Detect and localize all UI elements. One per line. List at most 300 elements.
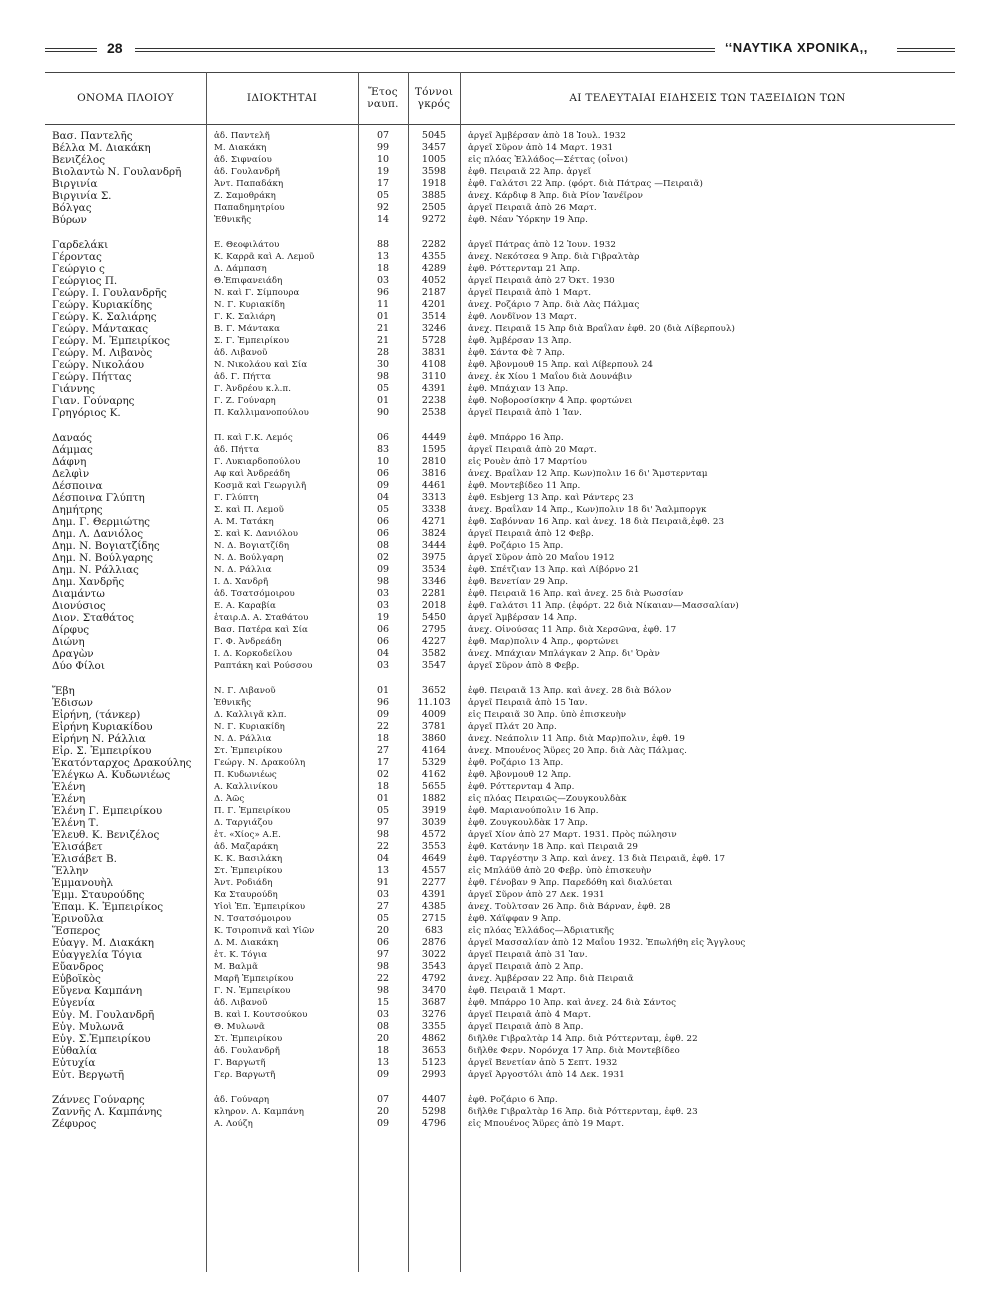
year-built-cell: 13 (376, 865, 390, 876)
table-row (45, 781, 955, 793)
year-built-cell: 03 (376, 1009, 390, 1020)
journal-title: ‘‘ΝΑΥΤΙΚΑ ΧΡΟΝΙΚΑ,, (725, 40, 868, 55)
gross-tons-cell: 2505 (421, 202, 447, 213)
owner-cell: ἀδ. Μαζαράκη (214, 842, 279, 852)
gross-tons-cell: 2187 (421, 287, 447, 298)
owner-cell: ἀδ. Παντελῆ (214, 131, 270, 141)
gross-tons-cell: 2282 (421, 239, 447, 250)
table-row (45, 251, 955, 263)
latest-news-cell: ἀργεῖ Μασσαλίαν ἀπὸ 12 Μαΐου 1932. Ἐπωλήθη εἰς Ἄγγλους (468, 938, 746, 948)
gross-tons-cell: 4385 (421, 901, 447, 912)
gross-tons-cell: 3831 (421, 347, 447, 358)
ship-name-cell: Γεώργιος Π. (52, 275, 118, 287)
year-built-cell: 98 (376, 371, 390, 382)
ship-name-cell: Ἐρινοῦλα (52, 913, 104, 925)
latest-news-cell: ἀργεῖ Πειραιᾶ ἀπὸ 27 Ὀκτ. 1930 (468, 276, 615, 286)
gross-tons-cell: 5728 (421, 335, 447, 346)
table-row (45, 1094, 955, 1106)
latest-news-cell: ἐφθ. Ροζάριο 15 Ἀπρ. (468, 541, 564, 551)
gross-tons-cell: 4355 (421, 251, 447, 262)
owner-cell: Π. Καλλιμανοπούλου (214, 408, 309, 418)
latest-news-cell: ἀνεχ. ἐκ Χίου 1 Μαΐου διὰ Δουνάβιν (468, 372, 633, 382)
owner-cell: ἀδ. Γ. Πήττα (214, 372, 272, 382)
table-row (45, 239, 955, 251)
gross-tons-cell: 4391 (421, 383, 447, 394)
ship-name-cell: Διον. Σταθάτος (52, 612, 134, 624)
table-row (45, 636, 955, 648)
year-built-cell: 18 (376, 1045, 390, 1056)
gross-tons-cell: 3975 (421, 552, 447, 563)
ship-name-cell: Βόλγας (52, 202, 92, 214)
owner-cell: Σ. καὶ Π. Λεμοῦ (214, 505, 284, 515)
year-built-cell: 99 (376, 142, 390, 153)
owner-cell: Παπαδημητρίου (214, 203, 285, 213)
latest-news-cell: ἐφθ. Ἀβονμουθ 15 Ἀπρ. καὶ Λίβερπουλ 24 (468, 360, 654, 370)
latest-news-cell: ἐφθ. Γένοβαν 9 Ἀπρ. Παρεδόθη καὶ διαλύεται (468, 878, 673, 888)
year-built-cell: 04 (376, 853, 390, 864)
table-row (45, 154, 955, 166)
ship-name-cell: Εὐγ. Σ.Ἐμπειρίκου (52, 1033, 151, 1045)
ship-name-cell: Βασ. Παντελῆς (52, 130, 133, 142)
owner-cell: Στ. Ἐμπειρίκου (214, 746, 283, 756)
table-row (45, 757, 955, 769)
latest-news-cell: ἀνεχ. Πειραιᾶ 15 Ἀπρ διὰ Βραΐλαν ἐφθ. 20 (διὰ Λίβερπουλ) (468, 324, 736, 334)
ship-name-cell: Ἔβη (52, 685, 75, 697)
ship-name-cell: Δημ. Λ. Δανιόλος (52, 528, 144, 540)
ship-name-cell: Ἑδισων (52, 697, 93, 709)
ship-name-cell: Γιαν. Γούναρης (52, 395, 135, 407)
ship-name-cell: Ζέφυρος (52, 1118, 97, 1130)
latest-news-cell: ἀργεῖ Πειραιᾶ ἀπὸ 31 Ἰαν. (468, 950, 588, 960)
table-row (45, 817, 955, 829)
owner-cell: Γ. Κ. Σαλιάρη (214, 312, 276, 322)
latest-news-cell: ἀργεῖ Πειραιᾶ ἀπὸ 26 Μαρτ. (468, 203, 597, 213)
ship-name-cell: Βιργινία (52, 178, 98, 190)
gross-tons-cell: 3824 (421, 528, 447, 539)
owner-cell: Δ. Ἀῶς (214, 794, 245, 804)
table-row (45, 178, 955, 190)
gross-tons-cell: 3885 (421, 190, 447, 201)
table-row (45, 612, 955, 624)
owner-cell: Ζ. Σαμοθράκη (214, 191, 276, 201)
year-built-cell: 98 (376, 829, 390, 840)
owner-cell: Ε. Θεοφιλάτου (214, 240, 280, 250)
ship-name-cell: Εὐγ. Μυλωνᾶ (52, 1021, 125, 1033)
latest-news-cell: ἐφθ. Μαριανούπολιν 16 Ἀπρ. (468, 806, 599, 816)
year-built-cell: 09 (376, 709, 390, 720)
latest-news-cell: ἀργεῖ Σῦρον ἀπὸ 20 Μαΐου 1912 (468, 553, 615, 563)
gross-tons-cell: 683 (424, 925, 444, 936)
latest-news-cell: ἐφθ. Νοβοροσίσκην 4 Ἀπρ. φορτώνει (468, 396, 633, 406)
year-built-cell: 09 (376, 1118, 390, 1129)
header-rule-right (897, 48, 955, 52)
latest-news-cell: εἰς πλόας Ἑλλάδος—Σέττας (οἶνοι) (468, 155, 628, 165)
owner-cell: Μ. Διακάκη (214, 143, 267, 153)
year-built-cell: 10 (376, 154, 390, 165)
table-row (45, 564, 955, 576)
header-rule-left (45, 48, 97, 52)
latest-news-cell: ἀνεχ. Βραΐλαν 12 Ἀπρ. Κων)πολιν 16 δι' Ἄμστερνταμ (468, 469, 708, 479)
latest-news-cell: ἐφθ. Μπάρρο 16 Ἀπρ. (468, 433, 564, 443)
owner-cell: Κ. Κ. Βασιλάκη (214, 854, 283, 864)
gross-tons-cell: 4201 (421, 299, 447, 310)
latest-news-cell: εἰς Μπουένος Ἄϋρες ἀπὸ 19 Μαρτ. (468, 1119, 625, 1129)
ship-name-cell: Εὔγενα Καμπάνη (52, 985, 143, 997)
owner-cell: Ι. Δ. Χανδρῆ (214, 577, 269, 587)
ship-name-cell: Εἰρ. Σ. Ἐμπειρίκου (52, 745, 152, 757)
owner-cell: Δ. Ταργιάζου (214, 818, 273, 828)
table-row (45, 444, 955, 456)
year-built-cell: 90 (376, 407, 390, 418)
table-row (45, 130, 955, 142)
table-row (45, 407, 955, 419)
ship-table (45, 72, 955, 1272)
ship-name-cell: Δραγὼν (52, 648, 94, 660)
year-built-cell: 20 (376, 1033, 390, 1044)
year-built-cell: 15 (376, 997, 390, 1008)
ship-name-cell: Γεώργιο ς (52, 263, 105, 275)
table-row (45, 202, 955, 214)
table-row (45, 335, 955, 347)
gross-tons-cell: 4052 (421, 275, 447, 286)
latest-news-cell: εἰς Πειραιᾶ 30 Ἀπρ. ὑπὸ ἐπισκευὴν (468, 710, 627, 720)
owner-cell: Στ. Ἐμπειρίκου (214, 866, 283, 876)
ship-name-cell: Δέσποινα (52, 480, 103, 492)
owner-cell: Γ. Γλύπτη (214, 493, 259, 503)
latest-news-cell: ἀργεῖ Πειραιᾶ ἀπὸ 15 Ἰαν. (468, 698, 588, 708)
latest-news-cell: ἀργεῖ Πειραιᾶ ἀπὸ 12 Φεβρ. (468, 529, 594, 539)
gross-tons-cell: 2018 (421, 600, 447, 611)
owner-cell: Γ. Ἀνδρέου κ.λ.π. (214, 384, 292, 394)
table-row (45, 492, 955, 504)
year-built-cell: 06 (376, 516, 390, 527)
ship-name-cell: Εὐτ. Βεργωτῆ (52, 1069, 125, 1081)
ship-group (45, 432, 955, 672)
year-built-cell: 01 (376, 685, 390, 696)
ship-name-cell: Δαναός (52, 432, 92, 444)
ship-name-cell: Βέλλα Μ. Διακάκη (52, 142, 151, 154)
ship-name-cell: Ἑλευθ. Κ. Βενιζέλος (52, 829, 160, 841)
gross-tons-cell: 2993 (421, 1069, 447, 1080)
latest-news-cell: ἐφθ. Πειραιᾶ 22 Ἀπρ. ἀργεῖ (468, 167, 592, 177)
column-header-name: ΟΝΟΜΑ ΠΛΟΙΟΥ (77, 92, 174, 104)
table-row (45, 516, 955, 528)
table-row (45, 287, 955, 299)
ship-group (45, 130, 955, 226)
owner-cell: Π. Κυδωνιέως (214, 770, 277, 780)
ship-name-cell: Δύο Φίλοι (52, 660, 105, 672)
year-built-cell: 06 (376, 937, 390, 948)
latest-news-cell: ἀνεχ. Μπάχιαν Μπλάγκαν 2 Ἀπρ. δι' Ὀρὰν (468, 649, 660, 659)
year-built-cell: 03 (376, 660, 390, 671)
owner-cell: Δ. Δάμπαση (214, 264, 267, 274)
latest-news-cell: ἀργεῖ Πειραιᾶ ἀπὸ 8 Ἀπρ. (468, 1022, 584, 1032)
owner-cell: ἑτ. Κ. Τόγια (214, 950, 268, 960)
year-built-cell: 05 (376, 383, 390, 394)
year-built-cell: 06 (376, 432, 390, 443)
ship-name-cell: Εὐτυχία (52, 1057, 96, 1069)
table-row (45, 166, 955, 178)
table-row (45, 901, 955, 913)
year-built-cell: 83 (376, 444, 390, 455)
gross-tons-cell: 4862 (421, 1033, 447, 1044)
owner-cell: ἀδ. Τσατσόμοιρου (214, 589, 295, 599)
owner-cell: ἀδ. Σιφναίου (214, 155, 272, 165)
year-built-cell: 04 (376, 492, 390, 503)
owner-cell: Αφ καὶ Ἀνδρεάδη (214, 469, 290, 479)
year-built-cell: 18 (376, 733, 390, 744)
table-row (45, 745, 955, 757)
ship-name-cell: Εὔανδρος (52, 961, 104, 973)
latest-news-cell: ἀργεῖ Ἀργοστόλι ἀπὸ 14 Δεκ. 1931 (468, 1070, 625, 1080)
gross-tons-cell: 3553 (421, 841, 447, 852)
year-built-cell: 17 (376, 178, 390, 189)
owner-cell: Α. Λούζη (214, 1119, 253, 1129)
table-row (45, 949, 955, 961)
ship-name-cell: Διαμάντω (52, 588, 105, 600)
gross-tons-cell: 2715 (421, 913, 447, 924)
ship-name-cell: Γεώργ. Πήττας (52, 371, 132, 383)
gross-tons-cell: 3816 (421, 468, 447, 479)
table-row (45, 913, 955, 925)
gross-tons-cell: 3039 (421, 817, 447, 828)
gross-tons-cell: 5123 (421, 1057, 447, 1068)
table-row (45, 600, 955, 612)
year-built-cell: 05 (376, 190, 390, 201)
gross-tons-cell: 11.103 (417, 697, 451, 708)
year-built-cell: 05 (376, 913, 390, 924)
gross-tons-cell: 3652 (421, 685, 447, 696)
ship-name-cell: Εἰρήνη, (τάνκερ) (52, 709, 141, 721)
table-row (45, 480, 955, 492)
ship-name-cell: Ἕσπερος (52, 925, 101, 937)
ship-name-cell: Ζάννες Γούναρης (52, 1094, 145, 1106)
owner-cell: Γ. Φ. Ἀνδρεάδη (214, 637, 282, 647)
table-row (45, 347, 955, 359)
table-row (45, 528, 955, 540)
latest-news-cell: ἀργεῖ Πειραιᾶ ἀπὸ 1 Μαρτ. (468, 288, 592, 298)
latest-news-cell: ἀργεῖ Σῦρον ἀπὸ 14 Μαρτ. 1931 (468, 143, 614, 153)
gross-tons-cell: 3444 (421, 540, 447, 551)
table-row (45, 1021, 955, 1033)
latest-news-cell: ἀργεῖ Ἀμβέρσαν 14 Ἀπρ. (468, 613, 578, 623)
owner-cell: Γ. Βαργωτῆ (214, 1058, 266, 1068)
latest-news-cell: ἀνεχ. Κάρδιφ 8 Ἀπρ. διὰ Ρίον Ἰανέϊρον (468, 191, 643, 201)
table-row (45, 925, 955, 937)
owner-cell: Στ. Ἐμπειρίκου (214, 1034, 283, 1044)
gross-tons-cell: 4108 (421, 359, 447, 370)
year-built-cell: 28 (376, 347, 390, 358)
gross-tons-cell: 4289 (421, 263, 447, 274)
ship-name-cell: Ἑλένη Τ. (52, 817, 99, 829)
gross-tons-cell: 3547 (421, 660, 447, 671)
latest-news-cell: ἀνεχ. Ἀμβέρσαν 22 Ἀπρ. διὰ Πειραιᾶ (468, 974, 634, 984)
owner-cell: Ἐθνικῆς (214, 698, 252, 708)
year-built-cell: 05 (376, 504, 390, 515)
gross-tons-cell: 4572 (421, 829, 447, 840)
table-row (45, 973, 955, 985)
owner-cell: Κοσμᾶ καὶ Γεωργιλῆ (214, 481, 307, 491)
table-row (45, 323, 955, 335)
ship-name-cell: Δάφνη (52, 456, 87, 468)
owner-cell: Β. καὶ Ι. Κουτσούκου (214, 1010, 308, 1020)
gross-tons-cell: 4557 (421, 865, 447, 876)
owner-cell: ἀδ. Γούναρη (214, 1095, 270, 1105)
table-row (45, 190, 955, 202)
gross-tons-cell: 2277 (421, 877, 447, 888)
ship-name-cell: Γεώργ. Νικολάου (52, 359, 145, 371)
gross-tons-cell: 3598 (421, 166, 447, 177)
owner-cell: Γ. Ζ. Γούναρη (214, 396, 276, 406)
table-row (45, 432, 955, 444)
table-row (45, 359, 955, 371)
owner-cell: Β. Γ. Μάντακα (214, 324, 281, 334)
year-built-cell: 18 (376, 263, 390, 274)
year-built-cell: 10 (376, 456, 390, 467)
table-row (45, 805, 955, 817)
gross-tons-cell: 3246 (421, 323, 447, 334)
owner-cell: ἑταιρ.Δ. Α. Σταθάτου (214, 613, 309, 623)
year-built-cell: 09 (376, 1069, 390, 1080)
table-row (45, 985, 955, 997)
gross-tons-cell: 4227 (421, 636, 447, 647)
latest-news-cell: ἐφθ. Κατάνην 18 Ἀπρ. καὶ Πειραιᾶ 29 (468, 842, 638, 852)
table-body (45, 130, 955, 1143)
gross-tons-cell: 3582 (421, 648, 447, 659)
gross-tons-cell: 2876 (421, 937, 447, 948)
latest-news-cell: ἐφθ. Χάϊφφαν 9 Ἀπρ. (468, 914, 562, 924)
gross-tons-cell: 5329 (421, 757, 447, 768)
table-row (45, 1033, 955, 1045)
header-rule-middle (135, 48, 715, 52)
year-built-cell: 05 (376, 805, 390, 816)
year-built-cell: 21 (376, 323, 390, 334)
latest-news-cell: ἐφθ. Μπάχιαν 13 Ἀπρ. (468, 384, 569, 394)
ship-name-cell: Ἐμμανουὴλ (52, 877, 114, 889)
ship-name-cell: Γεώργ. Μ. Ἐμπειρίκος (52, 335, 170, 347)
latest-news-cell: ἀνεχ. Οἰνούσας 11 Ἀπρ. διὰ Χερσῶνα, ἐφθ. 17 (468, 625, 677, 635)
table-row (45, 142, 955, 154)
ship-name-cell: Εὐγ. Μ. Γουλανδρῆ (52, 1009, 155, 1021)
owner-cell: Σ. Γ. Ἐμπειρίκου (214, 336, 290, 346)
gross-tons-cell: 3313 (421, 492, 447, 503)
year-built-cell: 06 (376, 624, 390, 635)
owner-cell: Ν. Δ. Βούλγαρη (214, 553, 284, 563)
latest-news-cell: ἐφθ. Γαλάτσι 22 Ἀπρ. (φόρτ. διὰ Πάτρας —Πειραιᾶ) (468, 179, 703, 189)
owner-cell: Μ. Βαλμᾶ (214, 962, 259, 972)
owner-cell: Ε. Α. Καραβία (214, 601, 276, 611)
ship-name-cell: Γεώργ. Κυριακίδης (52, 299, 153, 311)
column-header-owner: ΙΔΙΟΚΤΗΤΑΙ (246, 92, 318, 104)
year-built-cell: 92 (376, 202, 390, 213)
table-row (45, 371, 955, 383)
ship-name-cell: Ζαννῆς Λ. Καμπάνης (52, 1106, 163, 1118)
table-row (45, 889, 955, 901)
gross-tons-cell: 2810 (421, 456, 447, 467)
owner-cell: Ν. Γ. Κυριακίδη (214, 722, 285, 732)
table-row (45, 275, 955, 287)
year-built-cell: 03 (376, 600, 390, 611)
table-row (45, 468, 955, 480)
table-row (45, 877, 955, 889)
owner-cell: Θ.Ἐπιφανειάδη (214, 276, 283, 286)
latest-news-cell: ἐφθ. Ταργέστην 3 Ἀπρ. καὶ ἀνεχ. 13 διὰ Πειραιᾶ, ἐφθ. 17 (468, 854, 726, 864)
owner-cell: ἀδ. Λιβανοῦ (214, 348, 268, 358)
table-row (45, 769, 955, 781)
year-built-cell: 11 (376, 299, 390, 310)
latest-news-cell: διῆλθε Φερν. Νορόνχα 17 Ἀπρ. διὰ Μοντεβίδεο (468, 1046, 680, 1056)
latest-news-cell: ἐφθ. Ροζάριο 6 Ἀπρ. (468, 1095, 558, 1105)
latest-news-cell: ἐφθ. Σπέτζιαν 13 Ἀπρ. καὶ Λίβόρνο 21 (468, 565, 640, 575)
gross-tons-cell: 4391 (421, 889, 447, 900)
owner-cell: Ν. Δ. Ράλλια (214, 734, 272, 744)
year-built-cell: 07 (376, 130, 390, 141)
table-row (45, 456, 955, 468)
table-row (45, 1118, 955, 1130)
year-built-cell: 27 (376, 901, 390, 912)
year-built-cell: 22 (376, 721, 390, 732)
ship-name-cell: Δίρφυς (52, 624, 90, 636)
gross-tons-cell: 5655 (421, 781, 447, 792)
table-row (45, 853, 955, 865)
year-built-cell: 18 (376, 781, 390, 792)
latest-news-cell: ἐφθ. Σαβόνναν 16 Ἀπρ. καὶ ἀνεχ. 18 διὰ Πειραιᾶ,ἐφθ. 23 (468, 517, 725, 527)
owner-cell: Κ. Τσιροπινᾶ καὶ Υἱῶν (214, 926, 315, 936)
ship-name-cell: Βιολαντὼ Ν. Γουλανδρῆ (52, 166, 182, 178)
ship-name-cell: Γαρδελάκι (52, 239, 109, 251)
latest-news-cell: ἐφθ. Ροζάριο 13 Ἀπρ. (468, 758, 564, 768)
ship-name-cell: Εἰρήνη Κυριακίδου (52, 721, 153, 733)
gross-tons-cell: 3687 (421, 997, 447, 1008)
latest-news-cell: ἀνεχ. Ροζάριο 7 Ἀπρ. διὰ Λὰς Πάλμας (468, 300, 640, 310)
ship-name-cell: Ἐμμ. Σταυρούδης (52, 889, 145, 901)
ship-name-cell: Γεώργ. Μ. Λιβανὸς (52, 347, 153, 359)
ship-group (45, 1094, 955, 1130)
ship-name-cell: Ἑλέγκω Α. Κυδωνιέως (52, 769, 171, 781)
gross-tons-cell: 1595 (421, 444, 447, 455)
gross-tons-cell: 4009 (421, 709, 447, 720)
gross-tons-cell: 2281 (421, 588, 447, 599)
table-header-rule (45, 124, 955, 125)
table-row (45, 504, 955, 516)
latest-news-cell: ἀργεῖ Ἀμβέρσαν ἀπὸ 18 Ἰουλ. 1932 (468, 131, 626, 141)
table-row (45, 383, 955, 395)
latest-news-cell: ἀργεῖ Πειραιᾶ ἀπὸ 1 Ἰαν. (468, 408, 583, 418)
latest-news-cell: ἀνεχ. Νεάπολιν 11 Ἀπρ. διὰ Μαρ)πολιν, ἐφθ. 19 (468, 734, 685, 744)
column-header-news: ΑΙ ΤΕΛΕΥΤΑΙΑΙ ΕΙΔΗΣΕΙΣ ΤΩΝ ΤΑΞΕΙΔΙΩΝ ΤΩΝ (569, 92, 846, 104)
owner-cell: Δ. Μ. Διακάκη (214, 938, 279, 948)
ship-name-cell: Εὐαγγελία Τόγια (52, 949, 143, 961)
latest-news-cell: ἀργεῖ Πειραιᾶ ἀπὸ 4 Μαρτ. (468, 1010, 592, 1020)
table-row (45, 311, 955, 323)
table-row (45, 552, 955, 564)
table-row (45, 395, 955, 407)
table-row (45, 733, 955, 745)
year-built-cell: 22 (376, 841, 390, 852)
owner-cell: Ι. Δ. Κορκοδείλου (214, 649, 293, 659)
owner-cell: Γεώργ. Ν. Δρακούλη (214, 758, 306, 768)
year-built-cell: 13 (376, 251, 390, 262)
ship-name-cell: Δελφὶν (52, 468, 90, 480)
ship-name-cell: Δημ. Χανδρῆς (52, 576, 125, 588)
latest-news-cell: ἐφθ. Μοντεβίδεο 11 Ἀπρ. (468, 481, 581, 491)
gross-tons-cell: 4407 (421, 1094, 447, 1105)
year-built-cell: 20 (376, 925, 390, 936)
gross-tons-cell: 4164 (421, 745, 447, 756)
owner-cell: ἀδ. Πήττα (214, 445, 260, 455)
year-built-cell: 08 (376, 540, 390, 551)
year-built-cell: 03 (376, 889, 390, 900)
